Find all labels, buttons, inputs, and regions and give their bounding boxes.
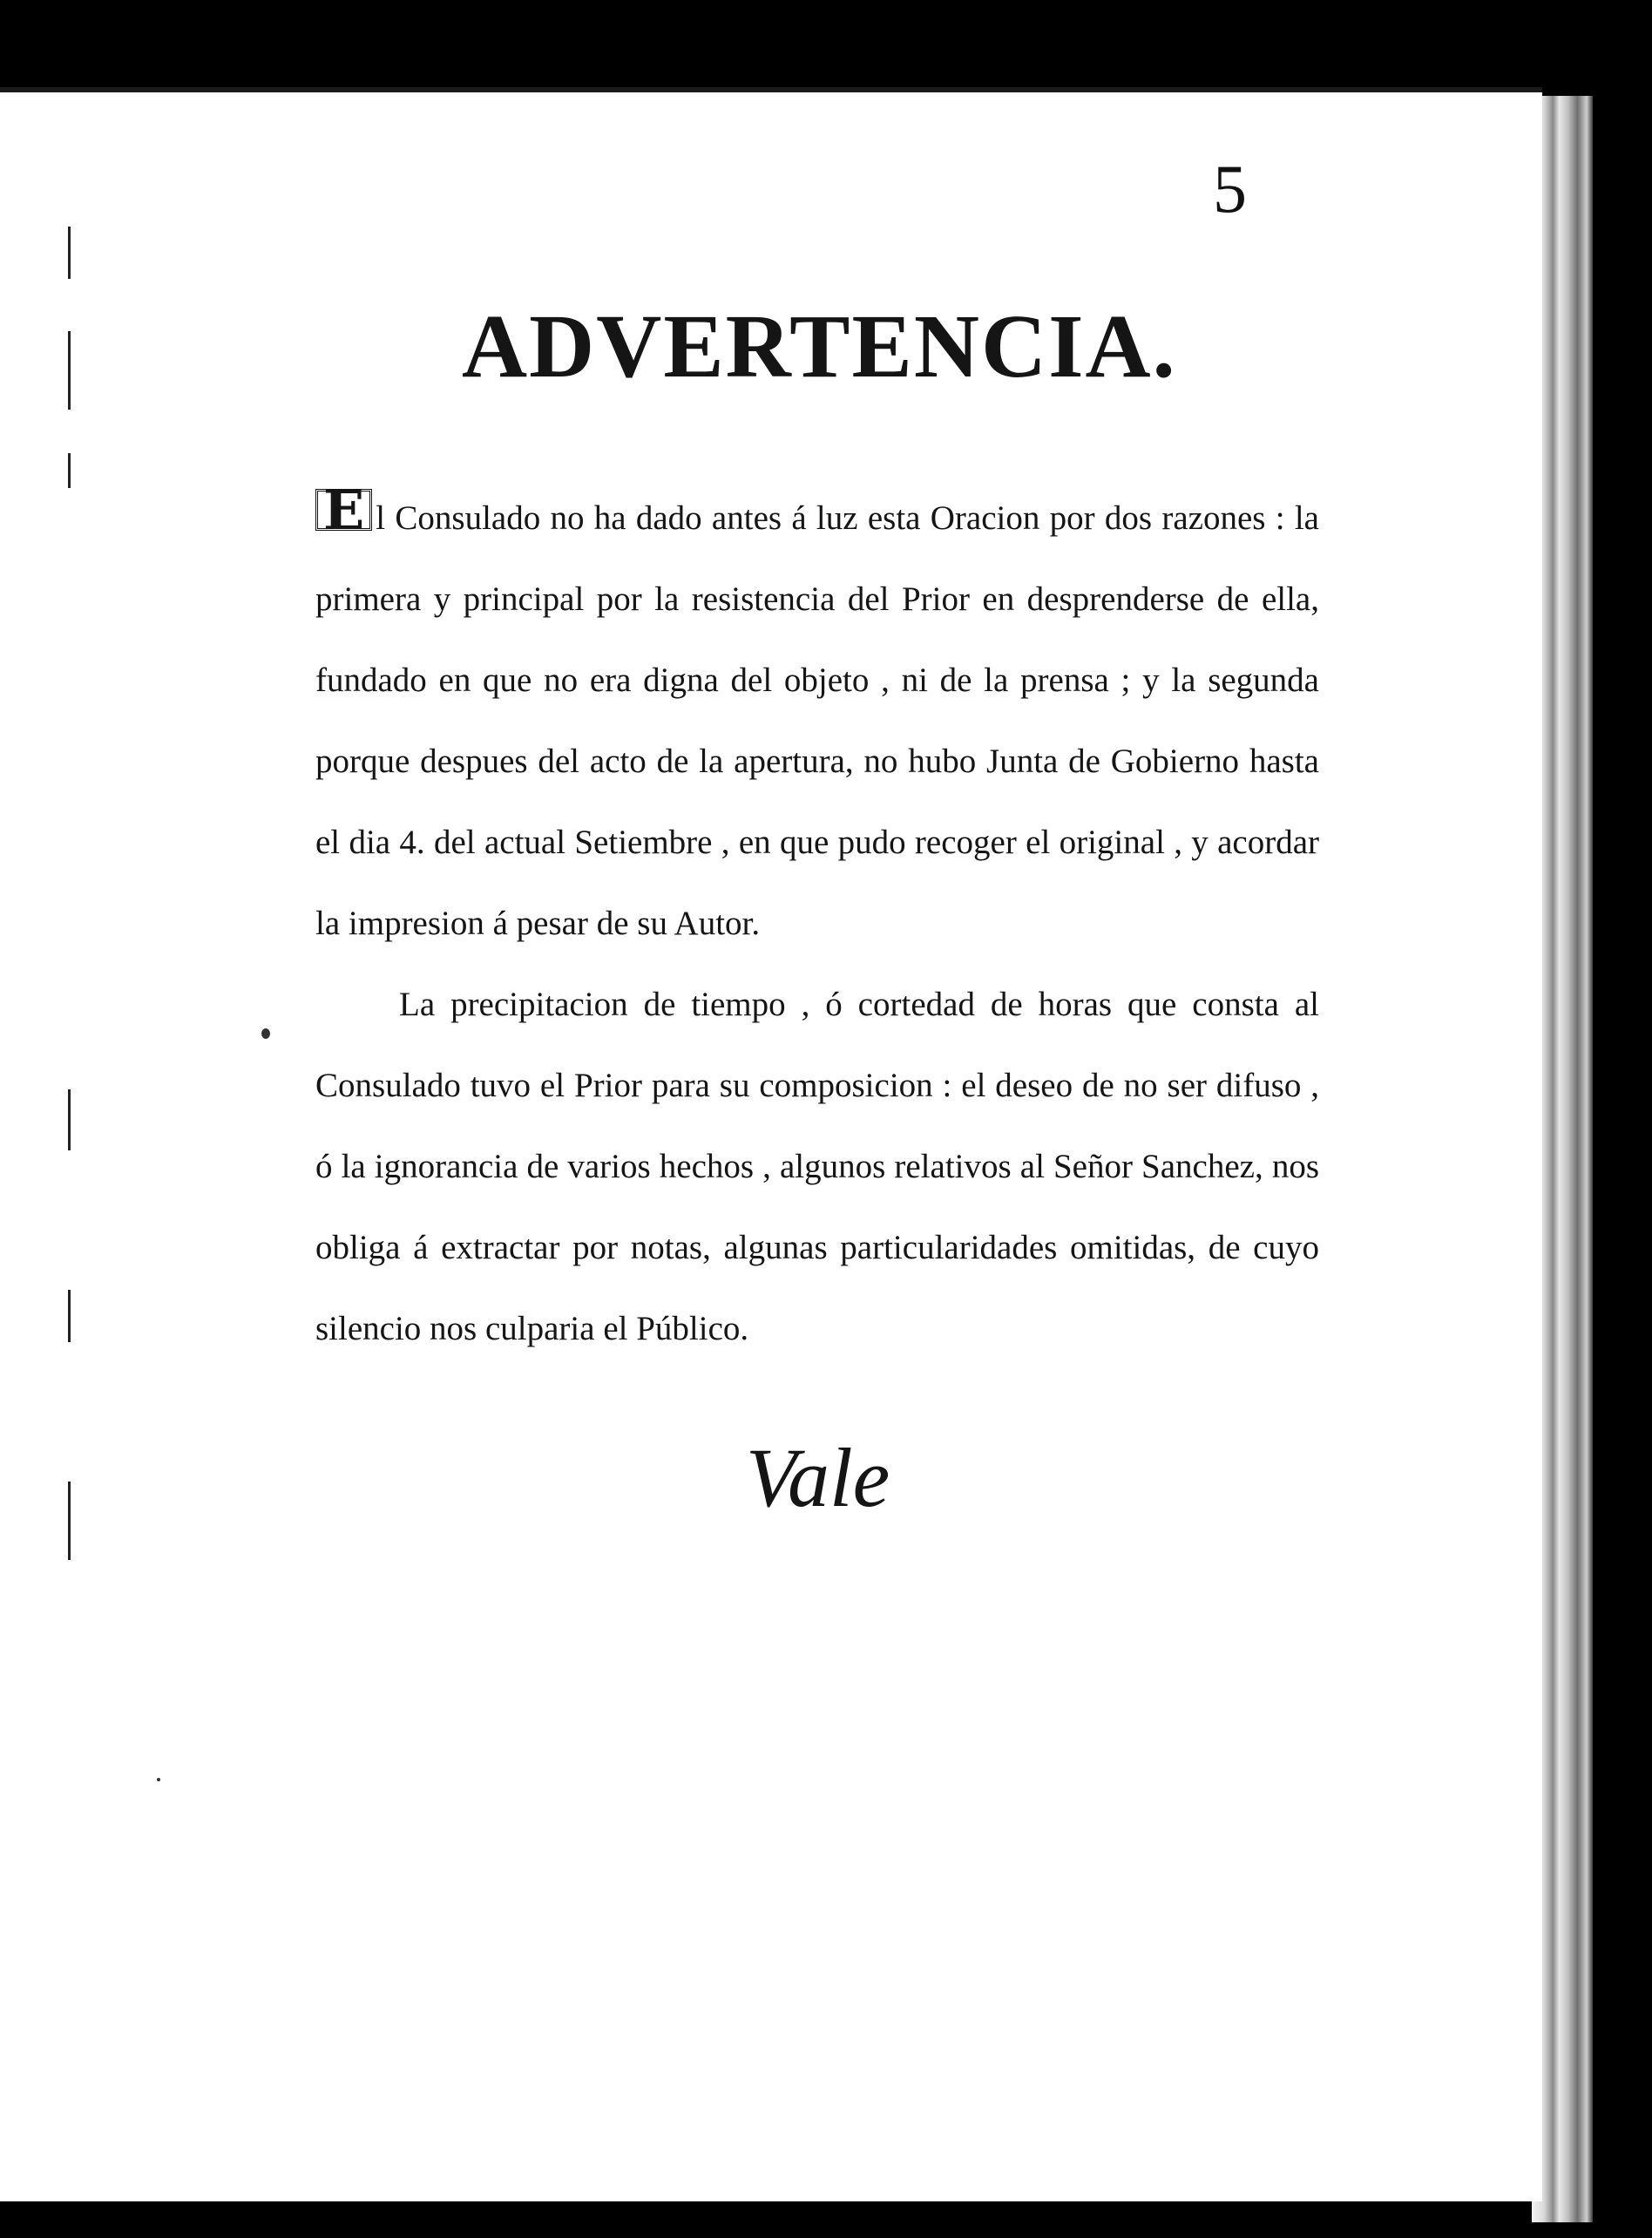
paragraph-1-text: l Consulado no ha dado antes á luz esta Oracion por dos razones : la primera y principal por la resistencia del Prior en desprenderse de ella, fundado en que no era digna del objeto , ni de la prensa ; y la segunda porque despues del acto de la apertura, no hubo Junta de Gobierno hasta el dia 4. del actual Setiembre , en que pudo recoger el original , y acordar la impresion á pesar de su Autor. [315,499,1319,942]
page-number: 5 [1213,151,1247,227]
closing-word: Vale [746,1431,890,1524]
body-text [315,478,1319,1369]
drop-cap: E [315,489,372,531]
paragraph-1 [315,478,1319,964]
ink-speck [261,1028,270,1039]
binding-marks [52,192,78,1848]
ink-speck [157,1778,160,1781]
page-heading: ADVERTENCIA. [462,296,1177,397]
paragraph-2: La precipitacion de tiempo , ó cortedad de horas que consta al Consulado tuvo el Prior para su composicion : el deseo de no ser difuso , ó la ignorancia de varios hechos , algunos relativos al Señor Sanchez, nos obliga á extractar por notas, algunas particularidades omitidas, de cuyo silencio nos culparia el Público. [315,986,1319,1347]
